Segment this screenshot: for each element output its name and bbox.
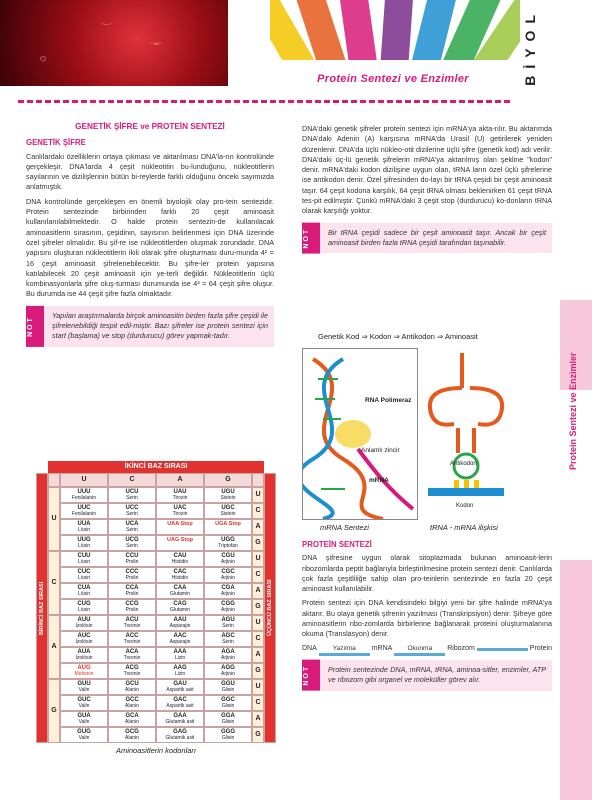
codon-cell [204,519,252,535]
codon-cell [156,615,204,631]
amino-acid: İzolösin [75,655,93,661]
codon: UAU [173,489,187,495]
codon-table-header: İKİNCİ BAZ SIRASI [48,461,264,473]
codon: UUC [77,505,91,511]
header-color-fan [270,0,520,60]
amino-acid: Serin [126,495,138,501]
codon: CAG [173,601,187,607]
subsection-title: PROTEİN SENTEZİ [302,540,372,549]
third-base: A [252,583,264,599]
codon: AAU [173,617,187,623]
codon-cell [60,503,108,519]
codon: GUA [77,713,91,719]
codon-cell [60,535,108,551]
amino-acid: Fenilalanin [71,511,97,517]
amino-acid: Prolin [125,591,139,597]
codon: AUA [77,649,91,655]
subject-label: BİYOL [522,8,538,86]
codon: GGC [221,697,235,703]
amino-acid: Histidin [171,575,189,581]
codon: GGG [220,729,235,735]
amino-acid: Aspartik asit [166,703,194,709]
codon-cell [108,679,156,695]
codon-cell [204,711,252,727]
label-mrna: mRNA [369,477,389,484]
codon-cell [108,727,156,743]
amino-acid: Valin [78,735,90,741]
codon-cell [156,679,204,695]
codon: AUU [77,617,91,623]
amino-acid: Lizin [174,671,186,677]
codon-cell [156,663,204,679]
side-tab-lower [560,560,592,800]
codon-cell [156,567,204,583]
flow-protein: Protein [529,644,552,652]
codon: GUG [77,729,91,735]
third-base: C [252,631,264,647]
codon-cell [108,695,156,711]
amino-acid: Glisin [221,703,235,709]
codon-cell [60,567,108,583]
note-tag: NOT [302,223,320,254]
codon-cell [156,503,204,519]
codon: UAG Stop [167,537,193,543]
codon: ACC [125,633,139,639]
amino-acid: Treonin [123,655,141,661]
codon-cell [108,647,156,663]
amino-acid: Lösin [78,559,90,565]
trna-figure [418,348,514,520]
codon: GAC [173,697,187,703]
amino-acid: Asparajin [169,623,191,629]
codon: AGC [221,633,235,639]
codon: GCG [125,729,139,735]
codon-cell [156,631,204,647]
codon: GGA [221,713,235,719]
amino-acid: Arjinin [221,591,235,597]
codon-cell [60,487,108,503]
fig1-caption: mRNA Sentezi [320,523,369,532]
codon-cell [60,583,108,599]
third-base: U [252,615,264,631]
second-base-G: G [204,473,252,487]
codon: UCA [125,521,139,527]
header-divider [18,100,511,103]
codon-cell [156,599,204,615]
codon: CAU [173,553,187,559]
codon-cell [108,503,156,519]
codon-cell [60,727,108,743]
third-base: C [252,695,264,711]
codon-cell [60,679,108,695]
note-text: Bir tRNA çeşidi sadece bir çeşit aminoasit taşır. Ancak bir çeşit aminoasit birden fazla tRNA çeşidi tarafından taşınabilir. [328,227,546,247]
genetic-code-formula: Genetik Kod ⇒ Kodon ⇒ Antikodon ⇒ Aminoasit [318,332,478,341]
amino-acid: Valin [78,703,90,709]
amino-acid: Alanin [125,703,139,709]
codon: AAC [173,633,187,639]
note-box [302,660,552,691]
codon: CCU [125,553,139,559]
codon: AAA [173,649,187,655]
codon: UGG [221,537,235,543]
amino-acid: Asparajin [169,639,191,645]
amino-acid: İzolösin [75,639,93,645]
codon: CUG [77,601,91,607]
codon-cell [108,631,156,647]
subsection-title: GENETİK ŞİFRE [26,138,86,148]
codon: UCC [125,505,139,511]
codon: ACG [125,665,139,671]
fig2-caption: tRNA - mRNA ilişkisi [430,523,498,532]
amino-acid: Sistein [220,495,236,501]
codon: GAG [173,729,187,735]
codon: AGU [221,617,235,623]
codon: AGA [221,649,235,655]
codon-cell [204,727,252,743]
label-anticodon: Antikodon [450,461,477,467]
amino-acid: Arjinin [221,655,235,661]
third-base: A [252,519,264,535]
flow-dna: DNA [302,644,317,652]
first-base-A: A [48,615,60,679]
right-column [302,124,552,259]
flow-ribozom: Ribozom [447,644,475,652]
first-base-G: G [48,679,60,743]
codon-cell [108,535,156,551]
amino-acid: Glisin [221,719,235,725]
codon-cell [60,519,108,535]
codon-cell [204,503,252,519]
amino-acid: Prolin [125,575,139,581]
codon: UAA Stop [167,521,193,527]
codon: GCC [125,697,139,703]
amino-acid: Arjinin [221,671,235,677]
codon-cell [204,631,252,647]
codon-cell [204,551,252,567]
paragraph: DNA kontrolünde gerçekleşen en önemli biyolojik olay pro-tein sentezidir. Protein sentezinde birbirinden farklı 20 çeşit aminoasit kullanılanılabilmektedir. O halde protein sentezin-de kullanılacak aminoasitlerin sırasının, çeşidinin, sayısının belirlenmesi için DNA üzerinde özel şifreler olmalıdır. Bu şif-re ise nükleotitlerden oluşmak zorundadır. DNA yapısını oluşturan nükleotitlerin ikili olarak şifre oluşturması duru-munda 4² = 16 çeşit aminoasit şifrelenebilecektir. Bu şifre-ler protein yapısına katılabilecek 20 çeşit aminoasit için ye-terli değildir. Nükleotitlerin üçlü kombinasyonlarla şifre oluş-turması durumunda ise 4³ = 64 çeşit şifre oluşur. Bu durumda ise 44 çeşit şifre fazla olmaktadır. [26,196,274,299]
codon-cell [204,679,252,695]
second-base-A: A [156,473,204,487]
third-base: A [252,647,264,663]
note-box [302,223,552,254]
codon: AAG [173,665,187,671]
codon: CCC [125,569,139,575]
paragraph: Protein sentezi için DNA kendisindeki bilgiyi yeni bir şifre halinde mRNA'ya aktarır. Bu olaya genetik şifrenin yazılması (Transkripsiyon) denir. Şifreye göre aminoasitlerin ribo-zomlarda birbirlerine bağlanarak proteini oluşturmalanına okuma (Translasyon) denir. [302,598,552,639]
codon: UAC [173,505,187,511]
codon: ACU [125,617,139,623]
synthesis-flow [302,644,552,654]
codon-cell [60,711,108,727]
amino-acid: Triptofan [218,543,238,549]
paragraph: DNA'daki genetik şifreler protein sentezi için mRNA'ya akta-rılır. Bu aktarımda DNA'daki Adenin (A) karşısına mRNA'da Urasil (U) getirilerek yeniden düzenlenir. DNA'da üçlü nükleo-otit dizilerine üçlü şifre (genetik kod) adı verilir. DNA'daki üç-lü genetik şifrelerin mRNA'ya aktarılmış olan şekline "kodon" denir. mRNA'daki kodon dizilişine uygun olan, tRNA ların özel üçlü şifrelerine ise antikodon denir. Özel şifresinden do-layı bir tRNA çeşidi bir çeşit aminoasit taşır. 64 çeşit kodona karşılık, 64 çeşit tRNA olması beklenirken 61 çeşit tRNA tes-pit edilmiştir. Çünkü mRNA'daki 3 çeşit stop (durdurucu) ko-donların tRNA olarak karşılığı yoktur. [302,124,552,216]
codon-grid [36,473,276,743]
header-dna-image: ◦—◦ ◦═◦ ⌬ [0,0,228,86]
flow-mrna: mRNA [371,644,393,652]
codon: CUU [77,553,91,559]
codon-cell [156,647,204,663]
codon-table-caption: Aminoasitlerin kodonları [115,746,197,755]
paragraph: DNA şifresine uygun olarak sitoplazmada bulunan aminoasit-lerin ribozomlarda peptit bağlarıyla birleştirilmesine protein sentezi denir. Canlılarda çok fazla çeşitliliğe sahip olan pro-teinlerin sentezinde en fazla 20 çeşit aminoasit kullanılabilir. [302,553,552,594]
second-base-U: U [60,473,108,487]
amino-acid: Lösin [78,527,90,533]
third-base: G [252,535,264,551]
label-rna-polymerase: RNA Polimeraz [365,397,412,404]
chapter-title: Protein Sentezi ve Enzimler [317,73,469,85]
codon-cell [204,567,252,583]
codon: UUU [77,489,91,495]
amino-acid: Glutamik asit [165,719,195,725]
amino-acid: Sistein [220,511,236,517]
amino-acid: Serin [222,623,234,629]
amino-acid: Lösin [78,543,90,549]
amino-acid: Valin [78,687,90,693]
label-chain: Anlamlı zincir [361,447,400,454]
note-tag: NOT [26,306,44,347]
codon-table [36,461,276,755]
amino-acid: Arjinin [221,607,235,613]
third-base: C [252,567,264,583]
codon-cell [108,519,156,535]
codon: UUG [77,537,91,543]
amino-acid: Tirozin [172,511,188,517]
codon-cell [204,583,252,599]
codon-cell [60,695,108,711]
codon-cell [156,519,204,535]
amino-acid: Treonin [123,623,141,629]
codon-cell [60,663,108,679]
amino-acid: Aspartik asit [166,687,194,693]
codon-cell [156,711,204,727]
codon-cell [204,663,252,679]
third-base: U [252,679,264,695]
codon-cell [108,551,156,567]
amino-acid: Serin [126,511,138,517]
codon-cell [204,647,252,663]
codon: UGA Stop [215,521,241,527]
flow-arrow-read: Okunma [392,644,447,654]
codon: CCA [125,585,139,591]
codon: ACA [125,649,139,655]
codon-cell [108,599,156,615]
amino-acid: Valin [78,719,90,725]
protein-synthesis-section [302,540,552,697]
amino-acid: Prolin [125,607,139,613]
note-tag: NOT [302,660,320,691]
codon: GUC [77,697,91,703]
codon: CGA [221,585,235,591]
first-base-label: BİRİNCİ BAZ SIRASI [36,473,48,743]
codon: GUU [77,681,91,687]
codon-cell [60,615,108,631]
first-base-U: U [48,487,60,551]
codon: AGG [221,665,235,671]
amino-acid: Alanin [125,687,139,693]
amino-acid: Lösin [78,591,90,597]
third-base: U [252,551,264,567]
codon: UUA [77,521,91,527]
amino-acid: Metionin [74,671,94,677]
codon-cell [204,695,252,711]
codon-cell [204,535,252,551]
codon-cell [204,487,252,503]
codon: GCA [125,713,139,719]
codon-cell [156,487,204,503]
codon-cell [156,695,204,711]
amino-acid: Glisin [221,735,235,741]
codon: CAC [173,569,187,575]
amino-acid: Serin [126,543,138,549]
codon: UCG [125,537,139,543]
amino-acid: Lösin [78,607,90,613]
amino-acid: Serin [222,639,234,645]
codon: UCU [125,489,139,495]
corner-cell [252,473,264,487]
amino-acid: Lösin [78,575,90,581]
codon: CGU [221,553,235,559]
amino-acid: Prolin [125,559,139,565]
amino-acid: Serin [126,527,138,533]
codon-cell [108,615,156,631]
codon: CCG [125,601,139,607]
codon-cell [60,631,108,647]
amino-acid: Arjinin [221,559,235,565]
amino-acid: Arjinin [221,575,235,581]
amino-acid: Alanin [125,735,139,741]
codon-cell [204,615,252,631]
codon-cell [204,599,252,615]
amino-acid: İzolösin [75,623,93,629]
amino-acid: Glisin [221,687,235,693]
third-base: G [252,727,264,743]
codon: UGC [221,505,235,511]
codon-cell [156,551,204,567]
left-column [26,122,274,353]
section-title: GENETİK ŞİFRE ve PROTEİN SENTEZİ [75,122,225,131]
codon-cell [108,487,156,503]
codon: UGU [221,489,235,495]
codon: GGU [221,681,235,687]
codon: CGG [221,601,235,607]
codon: CGC [221,569,235,575]
amino-acid: Glutamik asit [165,735,195,741]
codon: AUG [77,665,91,671]
mrna-synthesis-figure [302,348,418,520]
amino-acid: Lizin [174,655,186,661]
paragraph: Canlılardaki özelliklerin ortaya çıkması ve aktarılması DNA'la-rın kontrolünde gerçekleşir. DNA'larda 4 çeşit nükleotitin bu-lunduğunu, nükleotitlerin sayılarının ve dizilişlerinin bütün bi-reylerde farklı olduğunu önceki sayımızda anlatmıştık. [26,151,274,192]
corner-cell [48,473,60,487]
codon: CUC [77,569,91,575]
codon: GCU [125,681,139,687]
amino-acid: Treonin [123,671,141,677]
first-base-C: C [48,551,60,615]
side-running-title: Protein Sentezi ve Enzimler [568,352,578,470]
third-base: U [252,487,264,503]
note-text: Protein sentezinde DNA, mRNA, tRNA, aminoa-sitler, enzimler, ATP ve ribozom gibi organel ve moleküller görev alır. [328,664,546,685]
third-base-label: ÜÇÜNCÜ BAZ SIRASI [264,473,276,743]
codon-cell [108,567,156,583]
codon-cell [108,583,156,599]
note-box [26,306,274,347]
third-base: C [252,503,264,519]
codon-cell [60,599,108,615]
codon-cell [108,663,156,679]
second-base-C: C [108,473,156,487]
third-base: A [252,711,264,727]
amino-acid: Fenilalanin [71,495,97,501]
amino-acid: Glutamin [169,591,190,597]
amino-acid: Tirozin [172,495,188,501]
codon: AUC [77,633,91,639]
codon: CAA [173,585,187,591]
codon: CUA [77,585,91,591]
codon: GAA [173,713,187,719]
amino-acid: Treonin [123,639,141,645]
codon-cell [156,727,204,743]
third-base: G [252,663,264,679]
amino-acid: Histidin [171,559,189,565]
codon-cell [108,711,156,727]
label-codon: Kodon [456,503,474,509]
amino-acid: Glutamin [169,607,190,613]
codon-cell [60,647,108,663]
note-text: Yapılan araştırmalarda birçok aminoasitin birden fazla şifre çeşidi ile şifrelenebildiği tespit edil-miştir. Bazı şifreler ise protein sentezi için start (başlama) ve stop (durdurucu) görev yapmak-tadır. [52,310,268,341]
third-base: G [252,599,264,615]
codon-cell [156,583,204,599]
codon-cell [60,551,108,567]
codon-cell [156,535,204,551]
flow-arrow-write: Yazılma [317,644,372,654]
amino-acid: Alanin [125,719,139,725]
codon: GAU [173,681,187,687]
